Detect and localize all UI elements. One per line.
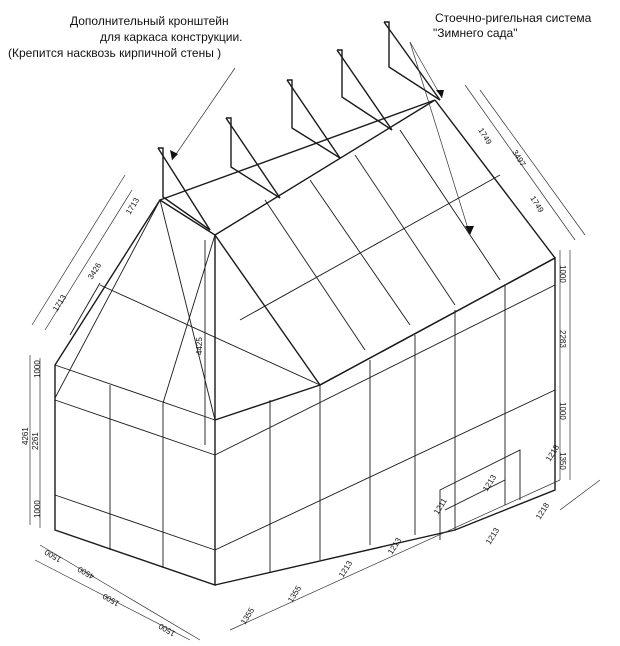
dim-left-top: 1000 (33, 360, 42, 378)
dim-right-low: 1000 (558, 402, 567, 420)
dim-roof-left-1: 1713 (124, 196, 142, 217)
dim-side-1: 1355 (239, 606, 257, 627)
dim-right-roof-total: 3497 (510, 148, 528, 169)
dim-right-top: 1000 (558, 265, 567, 283)
dim-right-mid: 2283 (558, 330, 567, 348)
dim-side-3: 1213 (337, 559, 355, 580)
dim-side-8: 1213 (481, 473, 499, 494)
dim-side-9: 1218 (544, 443, 562, 464)
dim-right-bottom: 1350 (558, 452, 567, 470)
dim-side-7: 1218 (534, 501, 552, 522)
leader-lines (170, 42, 474, 235)
dim-side-6: 1213 (484, 526, 502, 547)
dim-front-3: 1500 (157, 621, 177, 639)
dim-roof-left-2: 1713 (51, 293, 69, 314)
dim-roof-total: 3426 (86, 261, 104, 282)
dim-left-bottom: 1000 (33, 500, 42, 518)
dim-gable-height: 4425 (195, 337, 204, 355)
dim-side-4: 1213 (386, 536, 404, 557)
dim-front-2: 1500 (101, 591, 121, 609)
dim-left-mid: 2261 (31, 432, 40, 450)
dim-right-roof-1: 1749 (476, 126, 494, 147)
dim-side-2: 1355 (286, 584, 304, 605)
dim-right-roof-2: 1749 (528, 194, 546, 215)
system-note-line1: Стоечно-ригельная система (435, 11, 592, 25)
dimension-lines (30, 85, 600, 640)
dim-front-1: 1500 (43, 547, 63, 565)
dim-left-total: 4261 (21, 427, 30, 445)
system-note-line2: "Зимнего сада" (433, 26, 518, 40)
dim-side-5: 1211 (432, 496, 449, 517)
greenhouse-frame (55, 100, 555, 585)
bracket-note-line1: Дополнительный кронштейн (70, 14, 229, 28)
dim-front-total: 4500 (76, 564, 96, 582)
bracket-note-line3: (Крепится насквозь кирпичной стены ) (8, 46, 222, 60)
bracket-note-line2: для каркаса конструкции. (100, 30, 243, 44)
